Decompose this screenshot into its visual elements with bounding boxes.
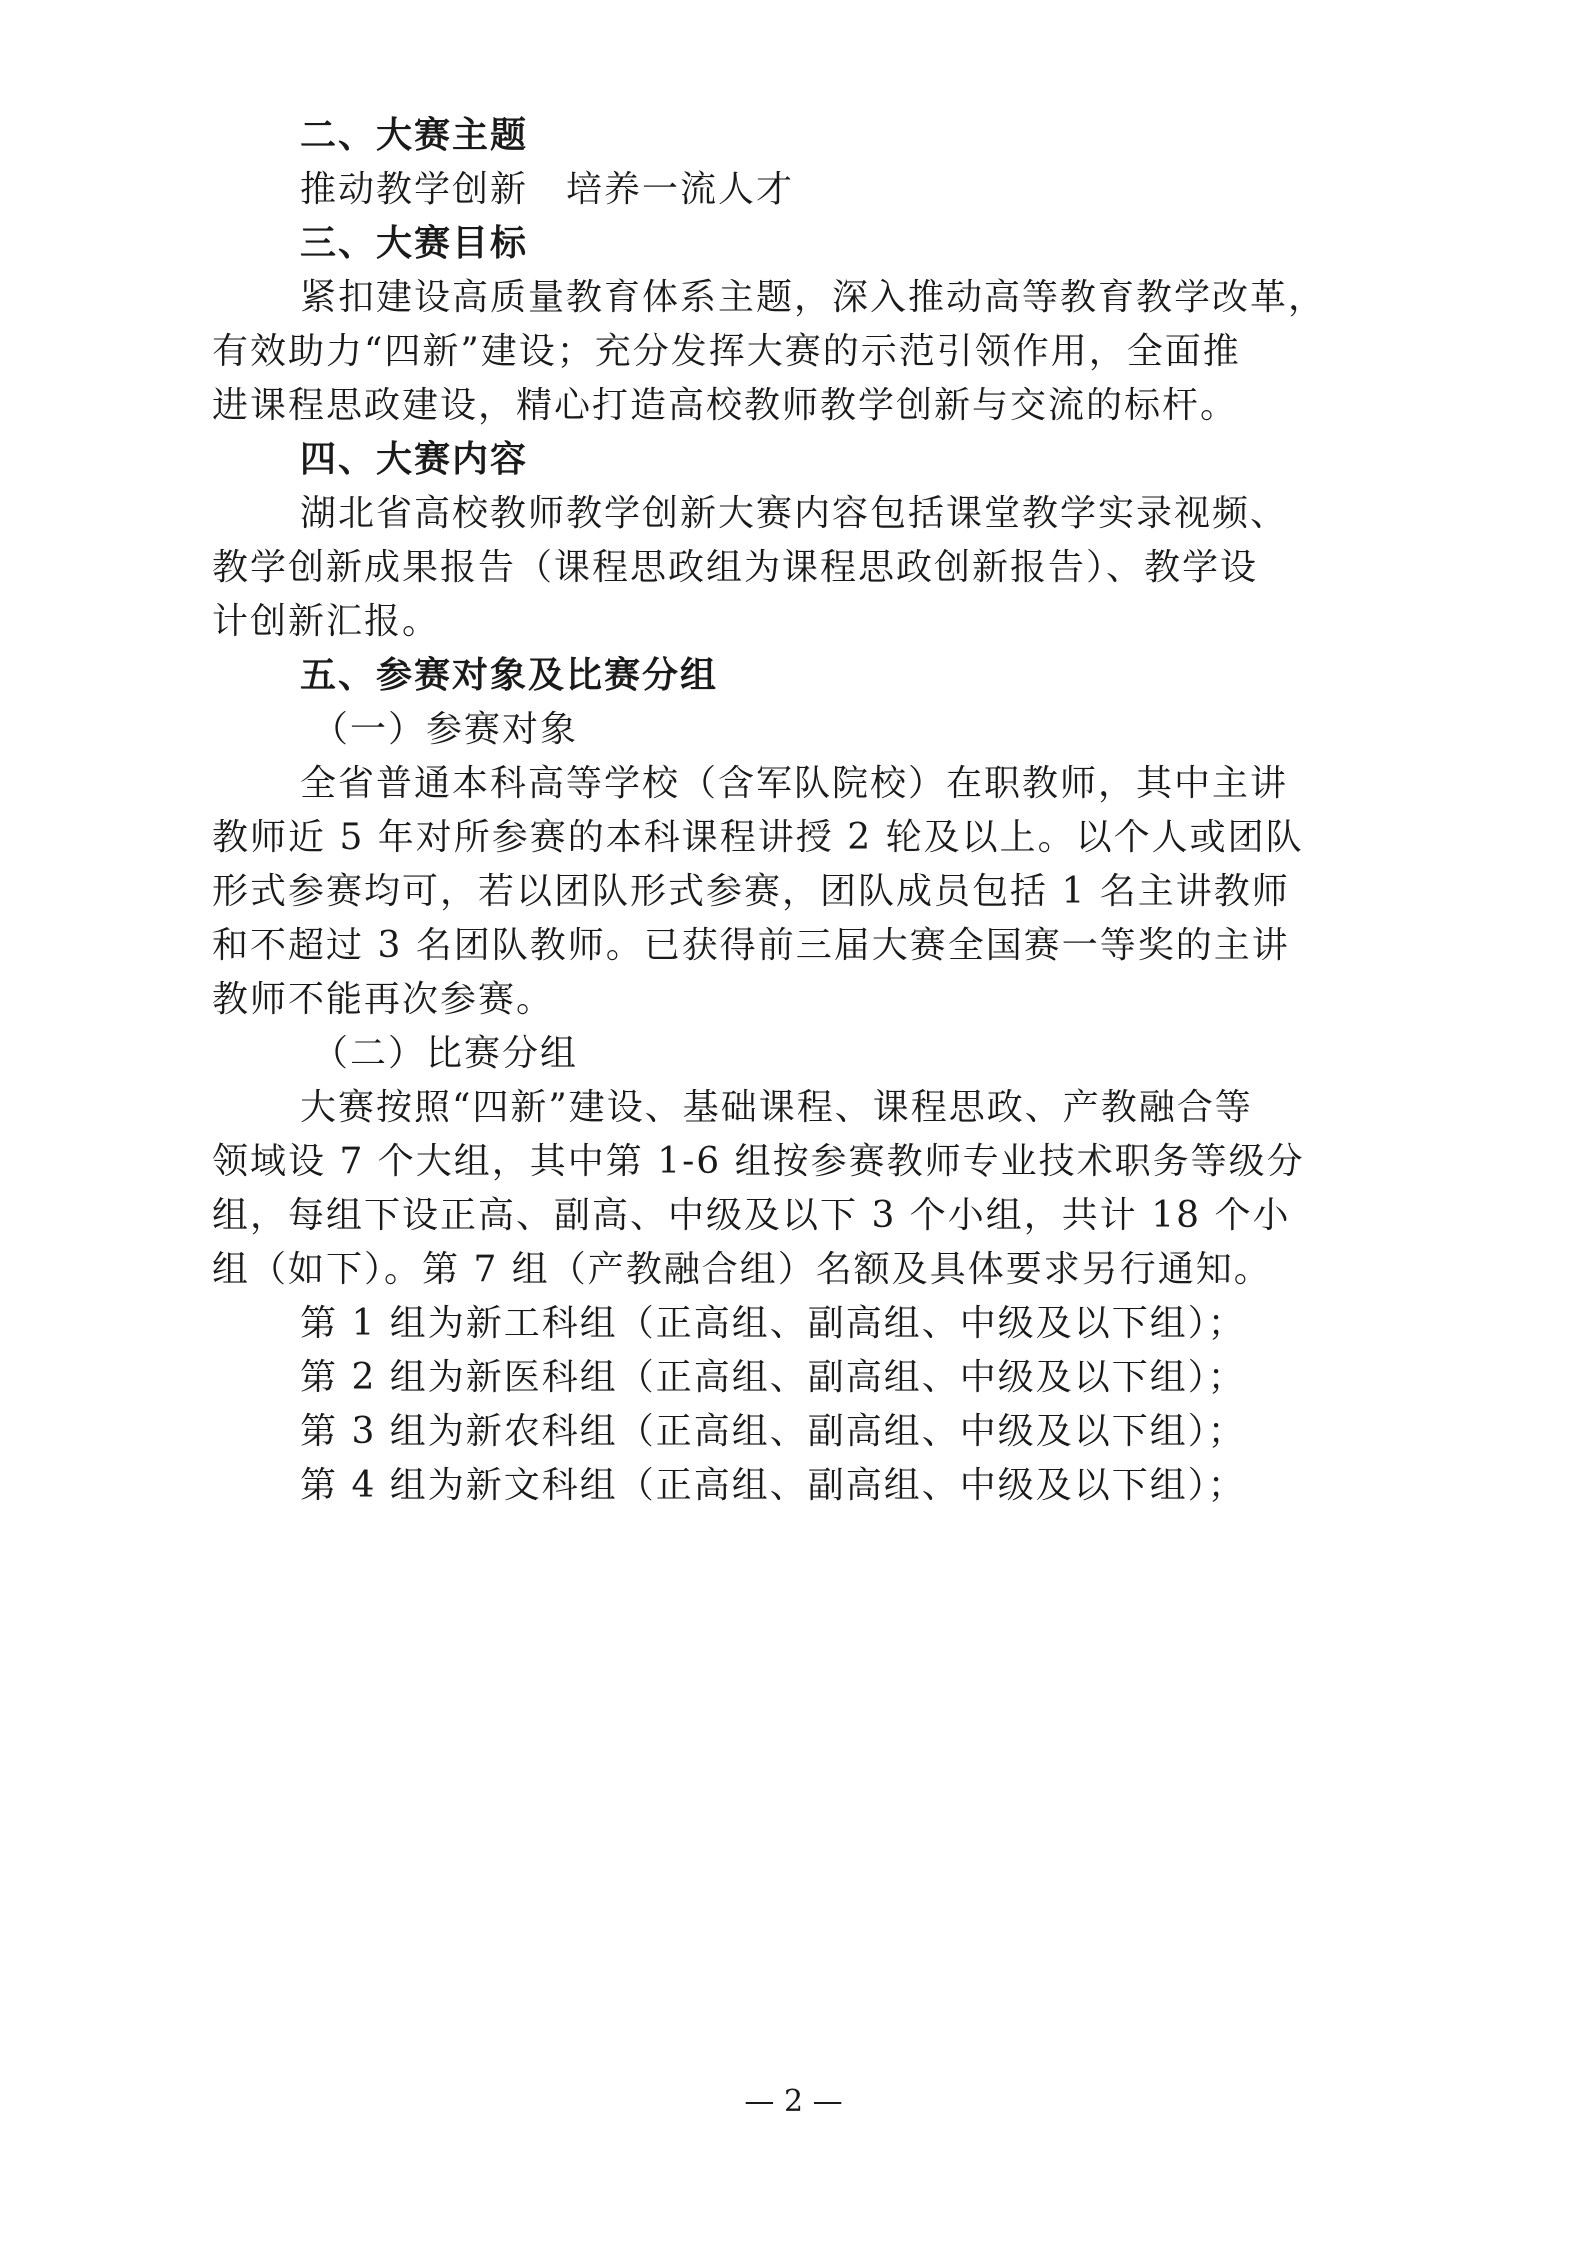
heading-theme: 二、大赛主题 [300, 115, 529, 156]
paragraph-line: 湖北省高校教师教学创新大赛内容包括课堂教学实录视频、 [300, 493, 1289, 534]
paragraph-line: 紧扣建设高质量教育体系主题，深入推动高等教育教学改革， [300, 277, 1327, 318]
paragraph-line: 形式参赛均可，若以团队形式参赛，团队成员包括 1 名主讲教师 [212, 871, 1290, 912]
subheading-groups: （二）比赛分组 [312, 1033, 579, 1074]
page-number: — 2 — [744, 2084, 843, 2119]
theme-text: 推动教学创新 培养一流人才 [300, 169, 795, 210]
paragraph-line: 教师不能再次参赛。 [212, 979, 555, 1020]
paragraph-line: 计创新汇报。 [212, 601, 441, 642]
paragraph-line: 教师近 5 年对所参赛的本科课程讲授 2 轮及以上。以个人或团队 [212, 817, 1304, 858]
paragraph-line: 组，每组下设正高、副高、中级及以下 3 个小组，共计 18 个小 [212, 1195, 1291, 1236]
heading-participants: 五、参赛对象及比赛分组 [300, 655, 719, 696]
paragraph-line: 和不超过 3 名团队教师。已获得前三届大赛全国赛一等奖的主讲 [212, 925, 1290, 966]
subheading-participants: （一）参赛对象 [312, 709, 579, 750]
paragraph-line: 大赛按照“四新”建设、基础课程、课程思政、产教融合等 [300, 1087, 1253, 1128]
heading-goal: 三、大赛目标 [300, 223, 529, 264]
paragraph-line: 组（如下）。第 7 组（产教融合组）名额及具体要求另行通知。 [212, 1249, 1272, 1290]
paragraph-line: 领域设 7 个大组，其中第 1-6 组按参赛教师专业技术职务等级分 [212, 1141, 1305, 1182]
paragraph-line: 进课程思政建设，精心打造高校教师教学创新与交流的标杆。 [212, 385, 1239, 426]
heading-content: 四、大赛内容 [300, 439, 529, 480]
group-list-item: 第 4 组为新文科组（正高组、副高组、中级及以下组）； [300, 1465, 1246, 1506]
group-list-item: 第 2 组为新医科组（正高组、副高组、中级及以下组）； [300, 1357, 1246, 1398]
group-list-item: 第 3 组为新农科组（正高组、副高组、中级及以下组）； [300, 1411, 1246, 1452]
paragraph-line: 教学创新成果报告（课程思政组为课程思政创新报告）、教学设 [212, 547, 1259, 588]
group-list-item: 第 1 组为新工科组（正高组、副高组、中级及以下组）； [300, 1303, 1246, 1344]
paragraph-line: 有效助力“四新”建设；充分发挥大赛的示范引领作用，全面推 [212, 331, 1241, 372]
paragraph-line: 全省普通本科高等学校（含军队院校）在职教师，其中主讲 [300, 763, 1289, 804]
